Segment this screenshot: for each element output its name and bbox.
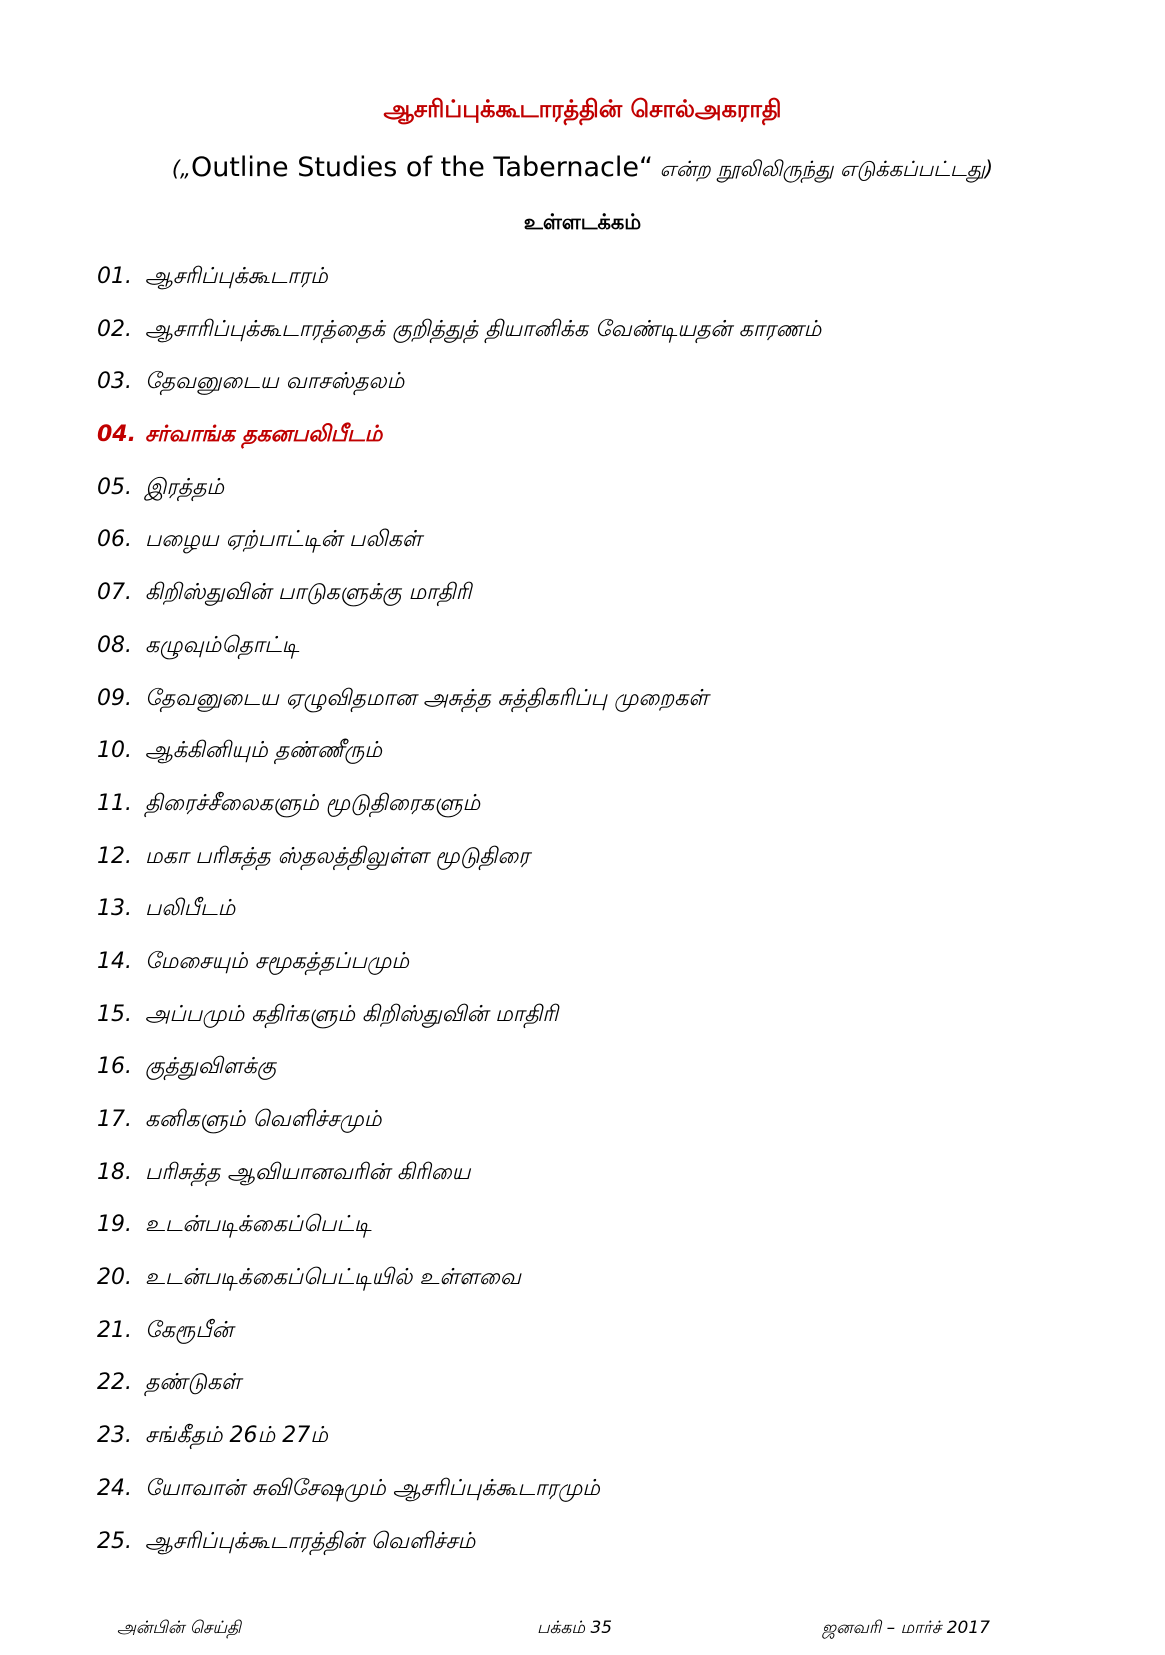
toc-item xyxy=(97,1527,1077,1580)
toc-number: 07. xyxy=(97,580,132,606)
toc-item xyxy=(97,1421,1077,1474)
toc-text: ஆசாரிப்புக்கூடாரத்தைக் குறித்துத் தியானிக்க வேண்டியதன் காரணம் xyxy=(145,316,822,342)
toc-item xyxy=(97,315,1077,368)
source-book-title: Outline Studies of the Tabernacle xyxy=(190,152,639,183)
toc-number: 04. xyxy=(97,422,136,448)
page-footer xyxy=(0,1618,1165,1644)
toc-text: மேசையும் சமூகத்தப்பமும் xyxy=(145,948,410,974)
toc-text: இரத்தம் xyxy=(145,474,225,500)
toc-number: 15. xyxy=(97,1001,132,1027)
toc-item xyxy=(97,947,1077,1000)
toc-number: 19. xyxy=(97,1212,132,1238)
contents-heading: உள்ளடக்கம் xyxy=(523,210,642,234)
toc-item xyxy=(97,262,1077,315)
toc-number: 24. xyxy=(97,1475,132,1501)
toc-item xyxy=(97,1105,1077,1158)
toc-item xyxy=(97,1263,1077,1316)
toc-number: 10. xyxy=(97,738,132,764)
toc-text: கிறிஸ்துவின் பாடுகளுக்கு மாதிரி xyxy=(145,580,472,606)
toc-text: சங்கீதம் 26ம் 27ம் xyxy=(145,1423,328,1449)
toc-text: தண்டுகள் xyxy=(145,1370,241,1396)
table-of-contents xyxy=(97,262,1077,1579)
toc-text: குத்துவிளக்கு xyxy=(145,1054,277,1080)
toc-text: கேரூபீன் xyxy=(145,1317,234,1343)
toc-text: உடன்படிக்கைப்பெட்டியில் உள்ளவை xyxy=(145,1265,521,1291)
toc-item xyxy=(97,684,1077,737)
toc-item xyxy=(97,473,1077,526)
toc-text: பலிபீடம் xyxy=(145,896,236,922)
toc-text: உடன்படிக்கைப்பெட்டி xyxy=(145,1212,372,1238)
toc-number: 01. xyxy=(97,264,132,289)
toc-number: 20. xyxy=(97,1265,132,1291)
toc-number: 16. xyxy=(97,1054,132,1080)
toc-number: 08. xyxy=(97,632,132,658)
toc-number: 25. xyxy=(97,1528,132,1554)
toc-number: 05. xyxy=(97,474,132,500)
toc-text: யோவான் சுவிசேஷமும் ஆசரிப்புக்கூடாரமும் xyxy=(145,1475,600,1501)
toc-item xyxy=(97,1368,1077,1421)
toc-number: 03. xyxy=(97,369,132,395)
toc-number: 09. xyxy=(97,685,132,711)
toc-number: 11. xyxy=(97,790,132,816)
toc-text: அப்பமும் கதிர்களும் கிறிஸ்துவின் மாதிரி xyxy=(145,1001,559,1027)
toc-item xyxy=(97,525,1077,578)
toc-item xyxy=(97,1210,1077,1263)
source-note-open: („ xyxy=(171,157,191,181)
toc-item xyxy=(97,736,1077,789)
toc-text: கனிகளும் வெளிச்சமும் xyxy=(145,1107,382,1132)
toc-text: பழைய ஏற்பாட்டின் பலிகள் xyxy=(145,527,422,553)
toc-item xyxy=(97,842,1077,895)
toc-item xyxy=(97,367,1077,420)
toc-number: 17. xyxy=(97,1107,132,1132)
toc-number: 02. xyxy=(97,316,132,342)
toc-number: 22. xyxy=(97,1370,132,1396)
toc-text: சர்வாங்க தகனபலிபீடம் xyxy=(145,422,383,448)
toc-text: ஆசரிப்புக்கூடாரம் xyxy=(145,264,328,289)
toc-text: தேவனுடைய வாசஸ்தலம் xyxy=(145,369,405,395)
toc-item xyxy=(97,578,1077,631)
footer-publication: அன்பின் செய்தி xyxy=(117,1618,241,1638)
toc-item xyxy=(97,631,1077,684)
toc-number: 14. xyxy=(97,948,132,974)
source-note-tamil: என்ற நூலிலிருந்து எடுக்கப்பட்டது) xyxy=(653,157,994,181)
toc-text: ஆக்கினியும் தண்ணீரும் xyxy=(145,738,383,764)
toc-number: 21. xyxy=(97,1317,132,1343)
source-note xyxy=(0,152,1165,184)
toc-text: கழுவும்தொட்டி xyxy=(145,632,300,658)
toc-number: 13. xyxy=(97,896,132,922)
toc-item-highlighted xyxy=(97,420,1077,473)
toc-text: மகா பரிசுத்த ஸ்தலத்திலுள்ள மூடுதிரை xyxy=(145,843,530,869)
footer-page-number: பக்கம் 35 xyxy=(537,1618,613,1638)
toc-number: 18. xyxy=(97,1159,132,1185)
toc-number: 06. xyxy=(97,527,132,553)
toc-item xyxy=(97,1052,1077,1105)
toc-number: 12. xyxy=(97,843,132,869)
source-note-quote: “ xyxy=(639,152,653,183)
footer-issue-date: ஜனவரி – மார்ச் 2017 xyxy=(822,1618,990,1638)
toc-text: தேவனுடைய ஏழுவிதமான அசுத்த சுத்திகரிப்பு முறைகள் xyxy=(145,685,709,711)
page-title: ஆசரிப்புக்கூடாரத்தின் சொல்அகராதி xyxy=(383,95,782,123)
toc-item xyxy=(97,1000,1077,1053)
toc-text: திரைச்சீலைகளும் மூடுதிரைகளும் xyxy=(145,790,481,816)
toc-number: 23. xyxy=(97,1423,132,1449)
toc-item xyxy=(97,789,1077,842)
toc-text: பரிசுத்த ஆவியானவரின் கிரியை xyxy=(145,1159,471,1185)
toc-item xyxy=(97,1158,1077,1211)
toc-item xyxy=(97,894,1077,947)
toc-item xyxy=(97,1474,1077,1527)
toc-item xyxy=(97,1316,1077,1369)
toc-text: ஆசரிப்புக்கூடாரத்தின் வெளிச்சம் xyxy=(145,1528,476,1554)
